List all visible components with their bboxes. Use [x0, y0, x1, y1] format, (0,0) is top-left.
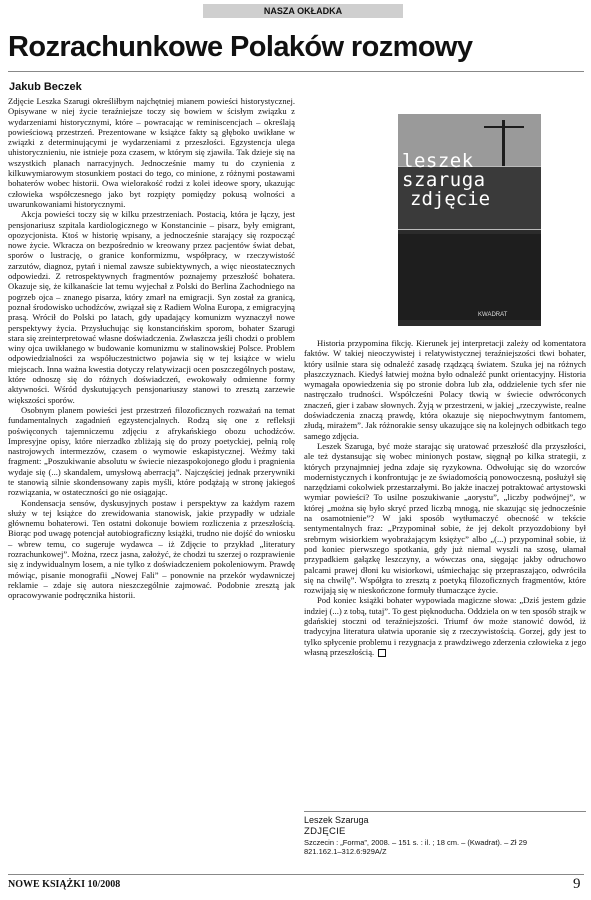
page-number: 9 [573, 876, 581, 892]
cover-publisher: KWADRAT [478, 312, 508, 318]
right-paragraph-1: Historia przypomina fikcję. Kierunek jej interpretacji zależy od komentatora faktów. W takiej nieoczywistej i relatywistycznej teraźniejszości tkwi bohater, który usilnie stara się odnaleźć zasadę rządzącą światem. Szuka jej na różnych płaszczyznach. Kiedyś łatwiej można było odnaleźć punkt orientacyjny. Historia wymagała opowiedzenia się po stronie dobra lub zła, oddzielenie tych sfer nie nastręczało trudności. Współcześni Polacy tkwią w świecie odwróconych znaczeń, gier i zabaw słownych. Żyją w przestrzeni, w jakiej „rzeczywiste, realne doświadczenia znaczą prawdę, która okazuje się niepochwytnym fantomem, złudą, mirażem”. Jak różnorakie sensy ukazujące się na kolejnych odbitkach tego samego zdjęcia. [304, 338, 586, 441]
right-paragraph-3-text: Pod koniec książki bohater wypowiada magiczne słowa: „Dziś jestem gdzie indziej (...) z tobą, tutaj”. To gest pięknoducha. Oddziela on w ten sposób strajk w gdańskiej stoczni od teraźniejszości. Triumf ów może stanowić dowód, iż tradycyjna literatura ułatwia uporanie się z rzeczywistością. Gorzej, gdy jest to tylko spłycenie problemu i rezygnacja z prawdziwego zderzenia człowieka z jego własną przeszłością. [304, 595, 586, 657]
cover-crane-arm [484, 126, 524, 128]
right-paragraph-3 [304, 595, 586, 657]
cover-author [402, 152, 486, 190]
section-label: NASZA OKŁADKA [203, 4, 403, 18]
cover-author-last: szaruga [402, 169, 486, 191]
article-author: Jakub Beczek [9, 81, 82, 93]
bibliographic-note [304, 815, 586, 856]
title-divider [8, 71, 584, 72]
left-column [8, 96, 295, 846]
right-column [304, 338, 586, 658]
right-paragraph-2: Leszek Szaruga, być może starając się uratować przeszłość dla przyszłości, ale też dystansując się wobec minionych postaw, sięgnął po kilka strategii, z których przynajmniej jedna zdaje się ryzykowna. Odwołując się do wzorców modernistycznych i konfrontując je ze świadomością ponowoczesną, posłużył się narzędziami cokolwiek przestarzałymi. Bo jakże inaczej potraktować artystowski wymiar powieści? To usilne poszukiwanie „aorystu”, „liczby podwójnej”, w której „można się było skryć przed liczbą mnogą, nie skazując się jednocześnie na osamotnienie”? W jaki sposób wytłumaczyć obecność w tekście sentymentalnych fraz: „Przypominał sobie, że jej dekolt przyozdobiony był srebrnym wisiorkiem wyobrażającym księżyc” albo „(...) przypominał sobie, iż pod koniec pierwszego spotkania, gdy już niemal wyszli na szosę, ułamał przypadkiem gałązkę leszczyny, a wówczas ona, sięgając jakby odruchowo palcami prawej dłoni ku wisiorkowi, uśmiechając się przepraszająco, odwróciła się na chwilę”. Współgra to zresztą z poetyką filozoficznych fragmentów, które rozwijają się w nieskończone formuły tłumaczące życie. [304, 440, 586, 596]
biblio-classification: 821.162.1–312.6:929A/Z [304, 847, 387, 856]
left-paragraph-3: Osobnym planem powieści jest przestrzeń filozoficznych rozważań na temat fundamentalnych zagadnień egzystencjalnych. Rodzą się one z refleksji poświęconych tajemniczemu zdjęciu z afrykańskiego obozu uchodźców. Impresyjne opisy, które nierzadko zbliżają się do prozy poetyckiej, pełnią rolę nastrojowych intermezzów, czasem o wymowie eskapistycznej. Weźmy taki fragment: „Poszukiwanie absolutu w świecie niezaspokojonego głodu i pragnienia wydaje się (...) skandalem, umysłową aberracją”. Najczęściej jednak przerywniki te stanowią silnie skondensowany zapis myśli, które podążają w stronę jakiegoś rozwiązania, w ostateczności go nie osiągając. [8, 404, 295, 498]
left-paragraph-1: Zdjęcie Leszka Szarugi określiłbym najchętniej mianem powieści historystycznej. Opisywane w niej życie teraźniejsze toczy się bowiem w ścisłym związku z wydarzeniami historycznymi, które – powracając w reminiscencjach – określają powieściową przestrzeń. Prezentowane w książce fakty są głęboko uwikłane w związki z determinującymi je wydarzeniami z przeszłości. Egzystencja ulega uhistorycznieniu, nie istnieje poza czasem, w którym się zjawiła. Tak dzieje się na wszystkich planach narracyjnych. Jednocześnie mamy tu do czynienia z kilkuwymiarowym stosunkiem postaci do tego, co minione, z różnymi postawami bohaterów wobec historii. Owa wielorakość rodzi z kolei ideowe spory, ukazując człowieka współczesnego jako byt rozpięty pomiędzy pokusą wolności a uwarunkowaniami historycznymi. [8, 96, 295, 209]
biblio-author: Leszek Szaruga [304, 815, 369, 825]
left-paragraph-4: Kondensacja sensów, dyskusyjnych postaw i perspektyw za każdym razem służy w tej książce do zrewidowania stanowisk, jakie przypadły w udziale głównemu bohaterowi. Ten ostatni dokonuje bowiem rozliczenia z przeszłością. Biorąc pod uwagę potencjał autobiograficzny książki, trudno nie dojść do wniosku – wbrew temu, co sugeruje wydawca – iż Zdjęcie to przykład „literatury rozrachunkowej”. Można, rzecz jasna, założyć, że chodzi tu szerzej o rozprawienie się z indywidualnym losem, a nie tylko z doświadczeniem pokoleniowym. Prawdę mówiąc, pisanie monografii „Nowej Fali” – ponownie na przekór wydawniczej reklamie – zdaje się autora nieszczególnie zajmować. Podobnie zresztą jak opracowywanie podręcznika historii. [8, 497, 295, 601]
cover-photo [398, 234, 541, 320]
biblio-title: ZDJĘCIE [304, 826, 346, 837]
biblio-divider [304, 811, 586, 812]
biblio-description: Szczecin : „Forma”, 2008. – 151 s. : il. ; 18 cm. – (Kwadrat). – Zł 29 [304, 838, 528, 847]
footer-divider [8, 874, 584, 875]
end-of-article-icon [378, 649, 386, 657]
cover-author-first: leszek [402, 150, 474, 172]
journal-issue: NOWE KSIĄŻKI 10/2008 [8, 879, 121, 890]
book-cover-image [398, 114, 541, 326]
cover-title: zdjęcie [410, 188, 491, 210]
left-paragraph-2: Akcja powieści toczy się w kilku przestrzeniach. Postacią, która je łączy, jest pensjonariusz szpitala kardiologicznego w Konstancinie – pisarz, były emigrant, opozycjonista. Ktoś w historię wpisany, a jednocześnie starający się rozpocząć nowe życie. Wkracza on bezpośrednio w kreowany przez pacjentów świat debat, sporów o lustrację, o granice konformizmu, współpracy, w rzeczywistość zarzutów, diagnoz, pytań i niemal zawsze subiektywnych, a więc nieostatecznych odpowiedzi. Z retrospektywnych fragmentów poznajemy przeszłość bohatera. Okazuje się, że kilkanaście lat temu wyjechał z Polski do Berlina Zachodniego na pogrzeb ojca – znanego pisarza, który zmarł na emigracji. Syn został za granicą, poznał środowisko uchodźców, związał się z Radiem Wolna Europa, z emigracyjną prasą. Wrócił do Polski po latach, gdy upadający komunizm wyznaczył nowe perspektywy życia. Przysłuchując się konstancińskim sporom, bohater Szarugi stara się zreinterpretować własne doświadczenia. Zwłaszcza jeśli chodzi o problem winy ojca uwikłanego w budowanie komunizmu w stalinowskiej Polsce. Problem odpowiedzialności za współuczestnictwo pojawia się w tej książce w wielu miejscach. Inna ważna kwestia dotyczy relatywizacji ocen poszczególnych postaw, które odnoszę się do różnych doświadczeń, ewokowały odmienne formy aktywności. Wśród dyskutujących pensjonariuszy stanowi to zresztą zarzewie większości sporów. [8, 209, 295, 405]
article-title: Rozrachunkowe Polaków rozmowy [8, 31, 473, 63]
